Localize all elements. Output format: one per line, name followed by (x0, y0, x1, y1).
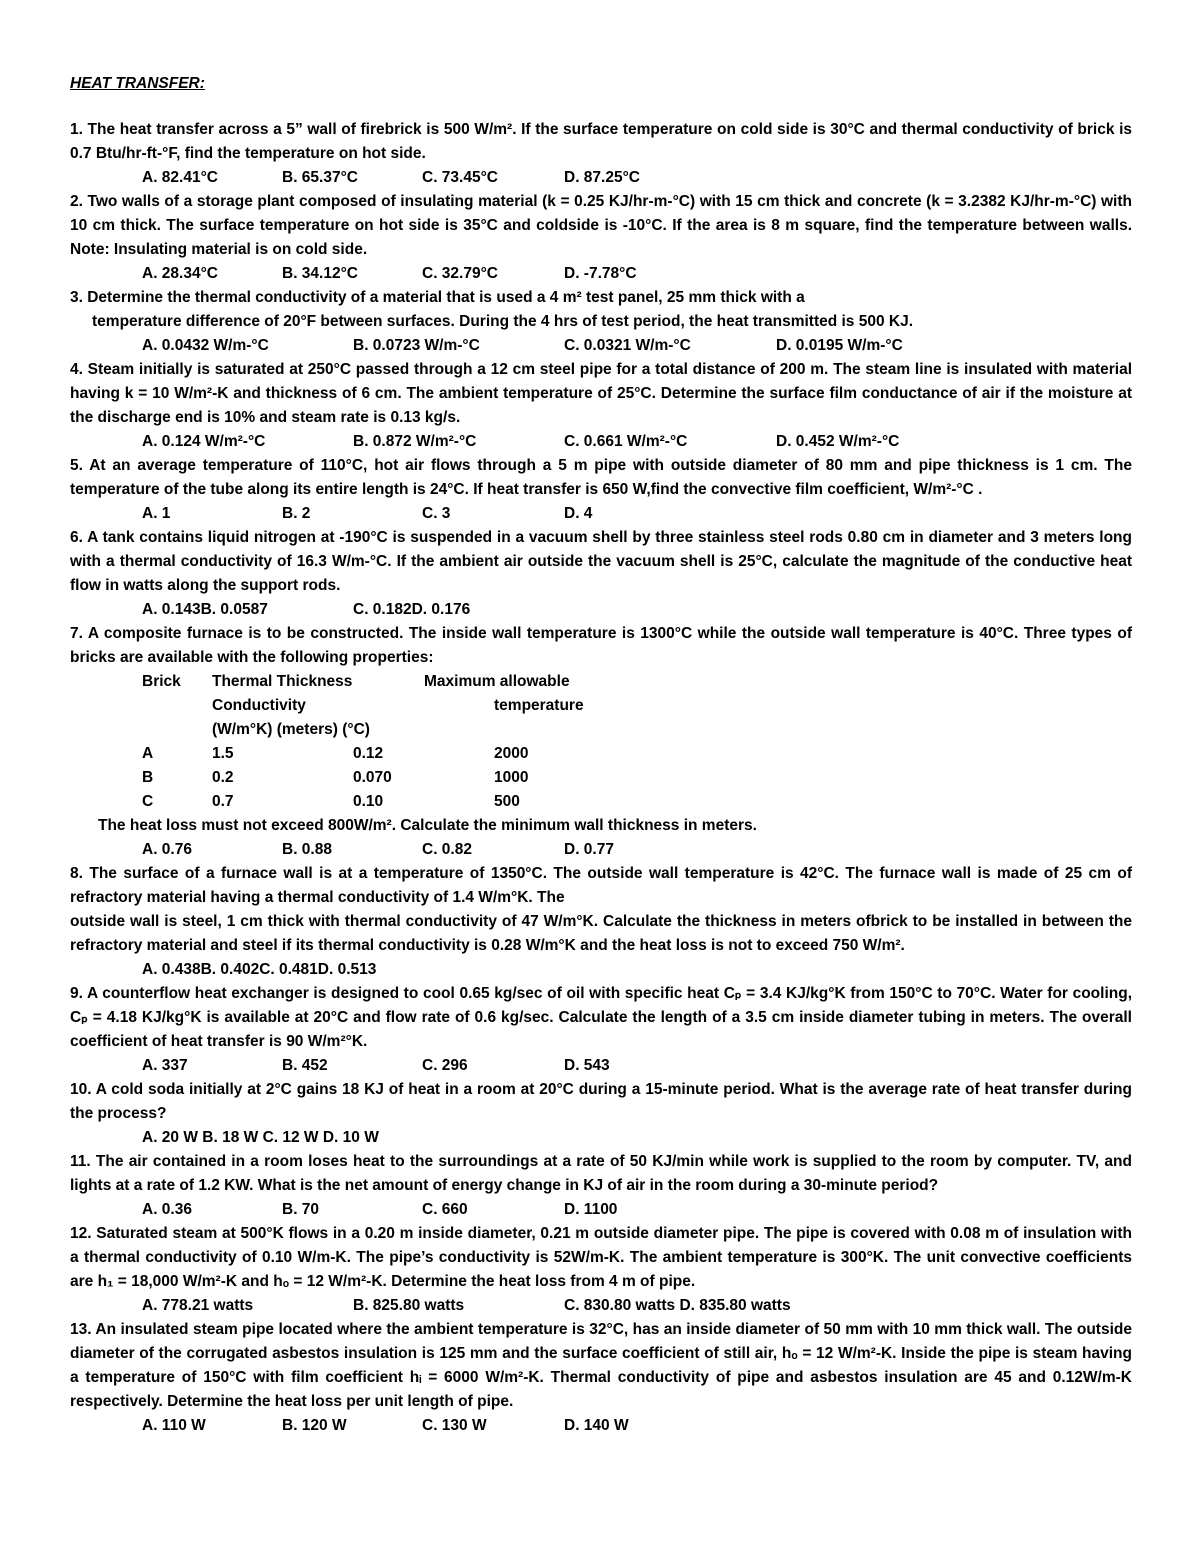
question-11: 11. The air contained in a room loses heat to the surroundings at a rate of 50 KJ/min while work is supplied to the room by computer. TV, and lights at a rate of 1.2 KW. What is the net amount of energy change in KJ of air in the room during a 30-minute period? (70, 1153, 1132, 1194)
option-a: A. 110 W (142, 1417, 206, 1434)
option-d: D. 0.452 W/m²-°C (776, 433, 900, 450)
question-list (70, 118, 1132, 1438)
option-a: A. 28.34°C (142, 265, 218, 282)
question-4-options (70, 430, 1132, 454)
table-row (70, 742, 1132, 766)
cell-thickness: 0.10 (353, 793, 384, 810)
question-8-part-2: outside wall is steel, 1 cm thick with thermal conductivity of 47 W/m°K. Calculate the thickness in meters ofbrick to be installed in between the refractory material and steel if its thermal conductivity is 0.28 W/m°K and the heat loss is not to exceed 750 W/m². (70, 913, 1132, 954)
question-13: 13. An insulated steam pipe located where the ambient temperature is 32°C, has an inside diameter of 50 mm with 10 mm thick wall. The outside diameter of the corrugated asbestos insulation is 125 mm and the surface coefficient of still air, hₒ = 12 W/m²-K. Inside the pipe is steam having a temperature of 150°C with film coefficient hᵢ = 6000 W/m²-K. Thermal conductivity of pipe and asbestos insulation are 45 and 0.12W/m-K respectively. Determine the heat loss per unit length of pipe. (70, 1321, 1132, 1410)
brick-table-header-2 (70, 694, 1132, 718)
cell-conductivity: 1.5 (212, 745, 234, 762)
cell-temperature: 2000 (494, 745, 529, 762)
question-13-options (70, 1414, 1132, 1438)
header-brick: Brick (142, 673, 181, 690)
cell-thickness: 0.12 (353, 745, 384, 762)
question-9: 9. A counterflow heat exchanger is designed to cool 0.65 kg/sec of oil with specific heat Cₚ = 3.4 KJ/kg°K from 150°C to 70°C. Water for cooling, Cₚ = 4.18 KJ/kg°K is available at 20°C and flow rate of 0.6 kg/sec. Calculate the length of a 3.5 cm inside diameter tubing in meters. The overall coefficient of heat transfer is 90 W/m²°K. (70, 985, 1132, 1050)
question-7: 7. A composite furnace is to be constructed. The inside wall temperature is 1300°C while the outside wall temperature is 40°C. Three types of bricks are available with the following properties: (70, 625, 1132, 666)
question-1-options (70, 166, 1132, 190)
option-a: A. 0.0432 W/m-°C (142, 337, 269, 354)
option-c: C. 130 W (422, 1417, 487, 1434)
option-d: D. 140 W (564, 1417, 629, 1434)
option-d: D. 543 (564, 1057, 610, 1074)
option-d: D. 87.25°C (564, 169, 640, 186)
question-9-options (70, 1054, 1132, 1078)
option-a: A. 337 (142, 1057, 188, 1074)
question-6-options (70, 598, 1132, 622)
option-cd: C. 0.182D. 0.176 (353, 601, 471, 618)
option-c: C. 32.79°C (422, 265, 498, 282)
option-a: A. 0.36 (142, 1201, 192, 1218)
cell-temperature: 500 (494, 793, 520, 810)
header-temperature: temperature (494, 697, 584, 714)
question-2-options (70, 262, 1132, 286)
question-2: 2. Two walls of a storage plant composed of insulating material (k = 0.25 KJ/hr-m-°C) with 15 cm thick and concrete (k = 3.2382 KJ/hr-m-°C) with 10 cm thick. The surface temperature on hot side is 35°C and coldside is -10°C. If the area is 8 m square, find the temperature between walls. Note: Insulating material is on cold side. (70, 193, 1132, 258)
cell-brick: C (142, 793, 154, 810)
option-d: D. -7.78°C (564, 265, 637, 282)
cell-thickness: 0.070 (353, 769, 392, 786)
option-b: B. 2 (282, 505, 311, 522)
option-c: C. 0.661 W/m²-°C (564, 433, 688, 450)
option-b: B. 70 (282, 1201, 320, 1218)
option-a: A. 0.76 (142, 841, 192, 858)
option-d: D. 4 (564, 505, 593, 522)
option-c: C. 660 (422, 1201, 468, 1218)
option-a: A. 1 (142, 505, 171, 522)
option-a: A. 82.41°C (142, 169, 218, 186)
option-d: D. 0.77 (564, 841, 614, 858)
brick-table-header-1 (70, 670, 1132, 694)
question-1: 1. The heat transfer across a 5” wall of firebrick is 500 W/m². If the surface temperature on cold side is 30°C and thermal conductivity of brick is 0.7 Btu/hr-ft-°F, find the temperature on hot side. (70, 121, 1132, 162)
option-b: B. 452 (282, 1057, 328, 1074)
option-b: B. 0.872 W/m²-°C (353, 433, 477, 450)
cell-conductivity: 0.2 (212, 769, 234, 786)
question-11-options (70, 1198, 1132, 1222)
header-units: (W/m°K) (meters) (°C) (212, 721, 370, 738)
question-5: 5. At an average temperature of 110°C, hot air flows through a 5 m pipe with outside diameter of 80 mm and pipe thickness is 1 cm. The temperature of the tube along its entire length is 24°C. If heat transfer is 650 W,find the convective film coefficient, W/m²-°C . (70, 457, 1132, 498)
option-b: B. 65.37°C (282, 169, 358, 186)
header-thermal-thickness: Thermal Thickness (212, 673, 353, 690)
option-list: A. 0.438B. 0.402C. 0.481D. 0.513 (142, 961, 377, 978)
table-row (70, 766, 1132, 790)
option-c: C. 0.0321 W/m-°C (564, 337, 691, 354)
option-a: A. 0.124 W/m²-°C (142, 433, 266, 450)
option-d: D. 1100 (564, 1201, 618, 1218)
option-b: B. 825.80 watts (353, 1297, 465, 1314)
question-3-line-1: 3. Determine the thermal conductivity of a material that is used a 4 m² test panel, 25 mm thick with a (70, 289, 805, 306)
cell-temperature: 1000 (494, 769, 529, 786)
option-c: C. 296 (422, 1057, 468, 1074)
question-3-line-2: temperature difference of 20°F between surfaces. During the 4 hrs of test period, the heat transmitted is 500 KJ. (92, 313, 914, 330)
question-7-note: The heat loss must not exceed 800W/m². Calculate the minimum wall thickness in meters. (98, 817, 757, 834)
header-maximum-allowable: Maximum allowable (424, 673, 570, 690)
option-c: C. 0.82 (422, 841, 472, 858)
option-c: C. 3 (422, 505, 451, 522)
option-a: A. 778.21 watts (142, 1297, 254, 1314)
option-b: B. 34.12°C (282, 265, 358, 282)
question-12: 12. Saturated steam at 500°K flows in a 0.20 m inside diameter, 0.21 m outside diameter pipe. The pipe is covered with 0.08 m of insulation with a thermal conductivity of 0.10 W/m-K. The pipe’s conductivity is 52W/m-K. The ambient temperature is 300°K. The unit convective coefficients are h₁ = 18,000 W/m²-K and hₒ = 12 W/m²-K. Determine the heat loss from 4 m of pipe. (70, 1225, 1132, 1290)
option-list: A. 20 W B. 18 W C. 12 W D. 10 W (142, 1129, 379, 1146)
document-title: HEAT TRANSFER: (70, 75, 205, 92)
question-12-options (70, 1294, 1132, 1318)
question-10-options (70, 1126, 1132, 1150)
option-b: B. 0.0723 W/m-°C (353, 337, 480, 354)
header-conductivity: Conductivity (212, 697, 306, 714)
cell-conductivity: 0.7 (212, 793, 234, 810)
cell-brick: A (142, 745, 154, 762)
question-7-options (70, 838, 1132, 862)
option-d: D. 0.0195 W/m-°C (776, 337, 903, 354)
question-6: 6. A tank contains liquid nitrogen at -190°C is suspended in a vacuum shell by three stainless steel rods 0.80 cm in diameter and 3 meters long with a thermal conductivity of 16.3 W/m-°C. If the ambient air outside the vacuum shell is 25°C, calculate the magnitude of the conductive heat flow in watts along the support rods. (70, 529, 1132, 594)
option-b: B. 0.88 (282, 841, 332, 858)
option-c: C. 73.45°C (422, 169, 498, 186)
table-row (70, 790, 1132, 814)
cell-brick: B (142, 769, 154, 786)
question-5-options (70, 502, 1132, 526)
option-ab: A. 0.143B. 0.0587 (142, 601, 268, 618)
option-b: B. 120 W (282, 1417, 347, 1434)
brick-table-units (70, 718, 1132, 742)
question-10: 10. A cold soda initially at 2°C gains 18 KJ of heat in a room at 20°C during a 15-minute period. What is the average rate of heat transfer during the process? (70, 1081, 1132, 1122)
question-4: 4. Steam initially is saturated at 250°C passed through a 12 cm steel pipe for a total distance of 200 m. The steam line is insulated with material having k = 10 W/m²-K and thickness of 6 cm. The ambient temperature of 25°C. Determine the surface film conductance of air if the moisture at the discharge end is 10% and steam rate is 0.13 kg/s. (70, 361, 1132, 426)
option-cd: C. 830.80 watts D. 835.80 watts (564, 1297, 791, 1314)
question-8-options (70, 958, 1132, 982)
question-3-options (70, 334, 1132, 358)
question-8-part-1: 8. The surface of a furnace wall is at a temperature of 1350°C. The outside wall temperature is 42°C. The furnace wall is made of 25 cm of refractory material having a thermal conductivity of 1.4 W/m°K. The (70, 865, 1132, 906)
